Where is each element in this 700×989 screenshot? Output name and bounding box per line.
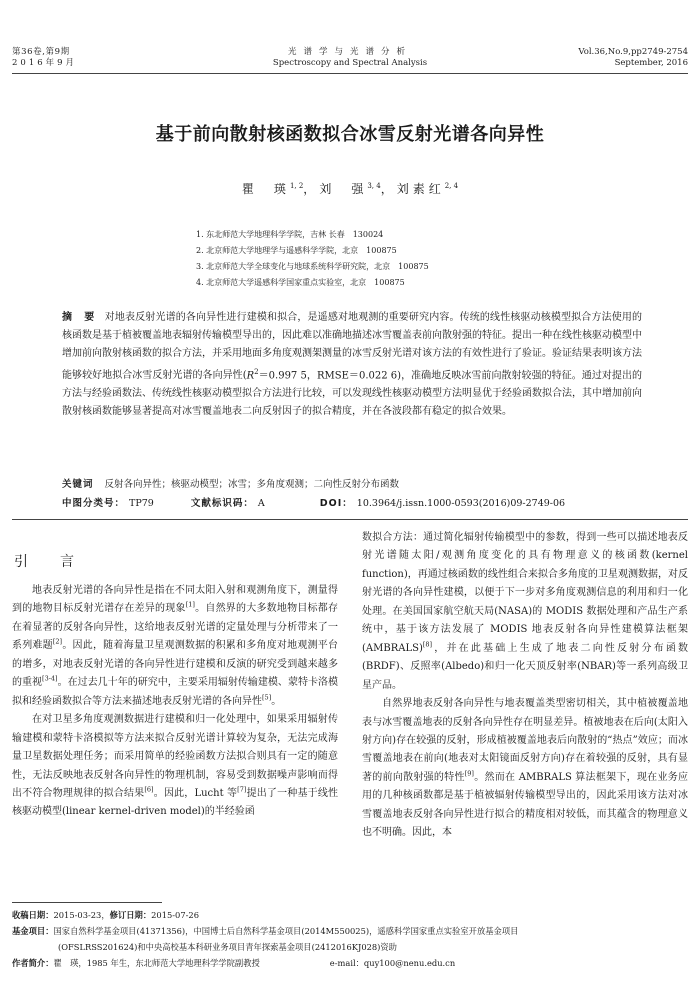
header-rule [12, 73, 688, 74]
author-3: 刘素红$^{2, 4}$ [396, 182, 459, 196]
date-en: September, 2016 [614, 58, 688, 68]
citation-ref: [1] [185, 601, 195, 610]
doc-code-value: A [257, 498, 265, 509]
r2-symbol: R [246, 370, 255, 382]
affiliation-4: 4. 北京师范大学遥感科学国家重点实验室，北京 100875 [196, 278, 405, 287]
paper-title: 基于前向散射核函数拟合冰雪反射光谱各向异性 [155, 124, 545, 145]
r2-exponent: 2 [254, 368, 259, 376]
journal-title-cn: 光谱学与光谱分析 [287, 47, 412, 57]
body-column-left [12, 582, 338, 822]
abstract-label: 摘 要 [62, 312, 96, 323]
classification-row [62, 495, 569, 513]
doi-value: 10.3964/j.issn.1000-0593(2016)09-2749-06 [356, 498, 566, 509]
paragraph: 数拟合方法：通过简化辐射传输模型中的参数，得到一些可以描述地表反射光谱随太阳/观测角度变化的具有物理意义的核函数(kernel function)，再通过核函数的线性组合来拟合多角度的卫星观测数据，对反射光谱的各向异性建模，以便于下一步对多角度观测信息的利用和归一化处理。在美国国家航空航天局(NASA)的 MODIS 数据处理和产品生产系统中，基于该方法发展了 MODIS 地表反射各向异性建模算法框架(AMBRALS)[8]，并在此基础上生成了地表二向性反射分布函数(BRDF)、反照率(Albedo)和归一化天顶反射率(NBAR)等一系列高级卫星产品。 [362, 532, 688, 691]
paragraph: 自然界地表反射各向异性与地表覆盖类型密切相关，其中植被覆盖地表与冰雪覆盖地表的反射各向异性存在明显差异。植被地表在后向(太阳入射方向)存在较强的反射，形成植被覆盖地表后向散射的“热点”效应；而冰雪覆盖地表在前向(地表对太阳镜面反射方向)存在着较强的反射，具有显著的前向散射强的特性[9]。然而在 AMBRALS 算法框架下，现在业务应用的几种核函数都是基于植被辐射传输模型导出的，因此采用该方法对冰雪覆盖地表反射各向异性进行拟合的精度相对较低，而其蕴含的物理意义也不明确。因此，本 [362, 698, 688, 839]
running-header-right [578, 47, 688, 69]
paragraph: 在对卫星多角度观测数据进行建模和归一化处理中，如果采用辐射传输建模和蒙特卡洛模拟等方法来拟合反射光谱计算较为复杂，无法完成海量卫星数据处理任务；而采用简单的经验函数方法拟合则具有一定的随意性，无法反映地表反射各向异性的物理机制，容易受到数据噪声影响而得出不符合物理规律的拟合结果[6]。因此，Lucht 等[7]提出了一种基于线性核驱动模型(linear kernel-driven model)的半经验函 [12, 714, 339, 818]
doi-label: DOI： [319, 498, 353, 509]
abstract [62, 309, 642, 421]
affiliation-1: 1. 东北师范大学地理科学学院，吉林 长春 130024 [196, 230, 384, 239]
author-2: 刘 强$^{3, 4}$ [319, 182, 381, 196]
citation-ref: [2] [52, 638, 63, 647]
abstract-text-2: ＝0.997 5，RMSE＝0.022 6)，准确地反映冰雪前向散射较强的特征。通过对提出的方法与经验函数法、传统线性核驱动模型拟合方法进行比较，可以发现线性核驱动模型方法明显优于经验函数拟合法，其中增加前向散射核函数能够显著提高对冰雪覆盖地表二向反射因子的拟合精度，并在各波段都有稳定的拟合效果。 [62, 370, 642, 418]
author-list [0, 180, 700, 197]
keywords-text: 反射各向异性；核驱动模型；冰雪；多角度观测；二向性反射分布函数 [104, 479, 400, 490]
author-separator: ， [303, 182, 320, 196]
author-bio-line: 作者简介：瞿 瑛，1985 年生，东北师范大学地理科学学院副教授 e-mail：quy100@nenu.edu.cn [12, 958, 456, 968]
volume-en: Vol.36,No.9,pp2749-2754 [578, 47, 688, 57]
citation-ref: [9] [464, 769, 474, 778]
doc-code-label: 文献标识码： [190, 498, 254, 509]
keywords [62, 476, 399, 494]
citation-ref: [7] [237, 785, 247, 794]
abstract-text-1: 对地表反射光谱的各向异性进行建模和拟合，是遥感对地观测的重要研究内容。传统的线性核驱动核模型拟合方法使用的核函数是基于植被覆盖地表辐射传输模型导出的，因此难以准确地描述冰雪覆盖表前向散射强的特征。提出一种在线性核驱动模型中增加前向散射核函数的拟合方法，并采用地面多角度观测架测量的冰雪反射光谱对该方法的有效性进行了验证。验证结果表明该方法能够较好地拟合冰雪反射光谱的各向异性( [62, 312, 643, 382]
email: e-mail：quy100@nenu.edu.cn [329, 958, 456, 968]
affiliation-2: 2. 北京师范大学地理学与遥感科学学院，北京 100875 [196, 246, 397, 255]
affiliation-3: 3. 北京师范大学全球变化与地球系统科学研究院，北京 100875 [196, 262, 429, 271]
footnote-rule [12, 902, 162, 903]
clc-label: 中图分类号： [62, 498, 126, 509]
citation-ref: [3-4] [42, 674, 58, 683]
author-separator: ， [380, 182, 397, 196]
citation-ref: [8] [422, 640, 433, 649]
citation-ref: [5] [262, 693, 272, 702]
journal-title-en: Spectroscopy and Spectral Analysis [272, 58, 428, 68]
body-column-right [362, 529, 688, 843]
clc-value: TP79 [129, 498, 154, 509]
dates-line: 收稿日期：2015-03-23，修订日期：2015-07-26 [12, 910, 199, 920]
keywords-label: 关键词 [62, 479, 94, 490]
fund-line: 基金项目：国家自然科学基金项目(41371356)，中国博士后自然科学基金项目(2014M550025)，遥感科学国家重点实验室开放基金项目 [12, 926, 519, 936]
volume-cn: 第36卷,第9期 [12, 47, 70, 57]
affiliation-list [196, 227, 429, 291]
citation-ref: [6] [144, 785, 154, 794]
author-1: 瞿 瑛$^{1, 2}$ [241, 182, 304, 196]
section-heading-introduction: 引 言 [14, 554, 83, 570]
paragraph: 地表反射光谱的各向异性是指在不同太阳入射和观测角度下，测量得到的地物目标反射光谱存在差异的现象[1]。自然界的大多数地物目标都存在着显著的反射各向异性，这给地表反射光谱的定量处理与分析带来了一系列难题[2]。因此，随着海量卫星观测数据的积累和多角度对地观测平台的增多，对地表反射光谱的各向异性进行建模和反演的研究受到越来越多的重视[3-4]。在过去几十年的研究中，主要采用辐射传输建模、蒙特卡洛模拟和经验函数拟合等方法来描述地表反射光谱的各向异性[5]。 [12, 585, 339, 707]
date-cn: 2016年9月 [12, 58, 78, 68]
abstract-rule [12, 519, 688, 520]
fund-line-2: (OFSLRSS201624)和中央高校基本科研业务项目青年探索基金项目(2412016KJ028)资助 [58, 942, 397, 952]
footnotes [12, 907, 688, 971]
